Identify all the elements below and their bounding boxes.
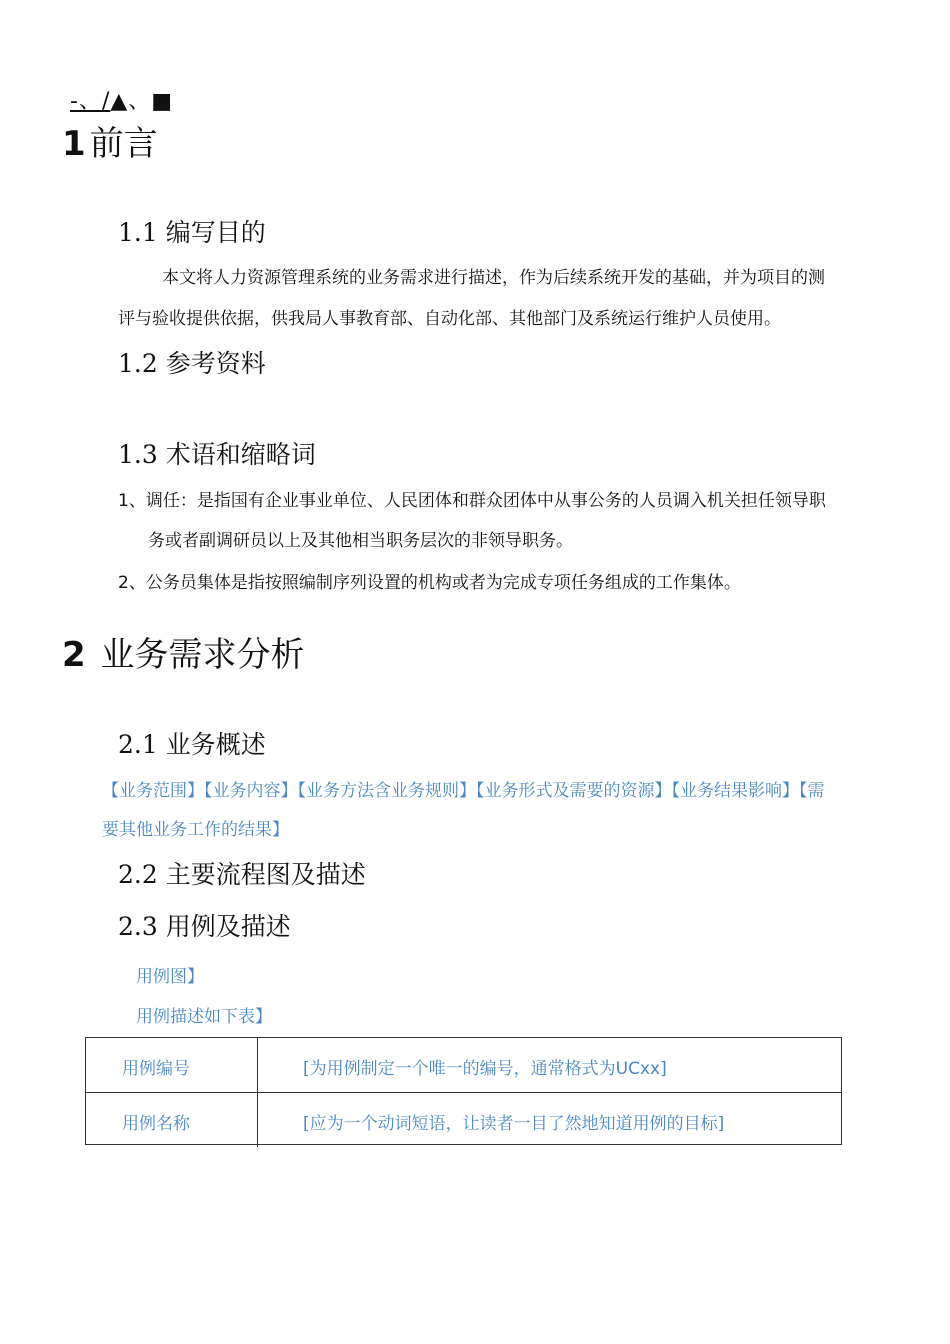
usecase-id-value: [为用例制定一个唯一的编号，通常格式为UCxx] <box>303 1059 667 1079</box>
section-1-number: 1 <box>62 124 86 164</box>
subsection-1-2-heading: 1.2 参考资料 <box>118 349 266 378</box>
table-label-cell <box>86 1093 258 1147</box>
usecase-name-value: [应为一个动词短语，让读者一目了然地知道用例的目标] <box>303 1114 725 1134</box>
header-artifact <box>70 84 173 115</box>
usecase-table <box>85 1037 842 1145</box>
table-label-cell <box>86 1038 258 1092</box>
subsection-1-1-heading: 1.1 编写目的 <box>118 218 266 247</box>
usecase-diagram-note: 用例图】 <box>136 967 204 987</box>
usecase-name-label: 用例名称 <box>122 1114 190 1134</box>
term-item-1-line-1: 1、调任：是指国有企业事业单位、人民团体和群众团体中从事公务的人员调入机关担任领导职 <box>118 491 826 511</box>
purpose-paragraph-line-1: 本文将人力资源管理系统的业务需求进行描述，作为后续系统开发的基础，并为项目的测 <box>162 268 825 288</box>
section-2-title: 业务需求分析 <box>100 635 305 675</box>
purpose-paragraph-line-2: 评与验收提供依据，供我局人事教育部、自动化部、其他部门及系统运行维护人员使用。 <box>118 309 781 329</box>
usecase-description-note: 用例描述如下表】 <box>136 1007 272 1027</box>
subsection-1-3-heading: 1.3 术语和缩略词 <box>118 440 316 469</box>
section-2-number: 2 <box>62 635 86 675</box>
artifact-text-1: -、/ <box>70 89 111 114</box>
subsection-2-3-heading: 2.3 用例及描述 <box>118 912 291 941</box>
table-row <box>86 1038 841 1092</box>
term-item-1-line-2: 务或者副调研员以上及其他相当职务层次的非领导职务。 <box>148 531 573 551</box>
section-1-title: 前言 <box>89 124 158 164</box>
overview-placeholder-line-2: 要其他业务工作的结果】 <box>102 820 289 840</box>
artifact-text-2: ▲、■ <box>110 89 174 114</box>
overview-placeholder-line-1: 【业务范围】【业务内容】【业务方法含业务规则】【业务形式及需要的资源】【业务结果影响】【需 <box>102 781 825 801</box>
section-2-heading <box>62 627 304 676</box>
table-row <box>86 1092 841 1147</box>
usecase-id-label: 用例编号 <box>122 1059 190 1079</box>
section-1-heading <box>62 116 158 165</box>
subsection-2-1-heading: 2.1 业务概述 <box>118 730 266 759</box>
subsection-2-2-heading: 2.2 主要流程图及描述 <box>118 860 366 889</box>
term-item-2: 2、公务员集体是指按照编制序列设置的机构或者为完成专项任务组成的工作集体。 <box>118 573 741 593</box>
